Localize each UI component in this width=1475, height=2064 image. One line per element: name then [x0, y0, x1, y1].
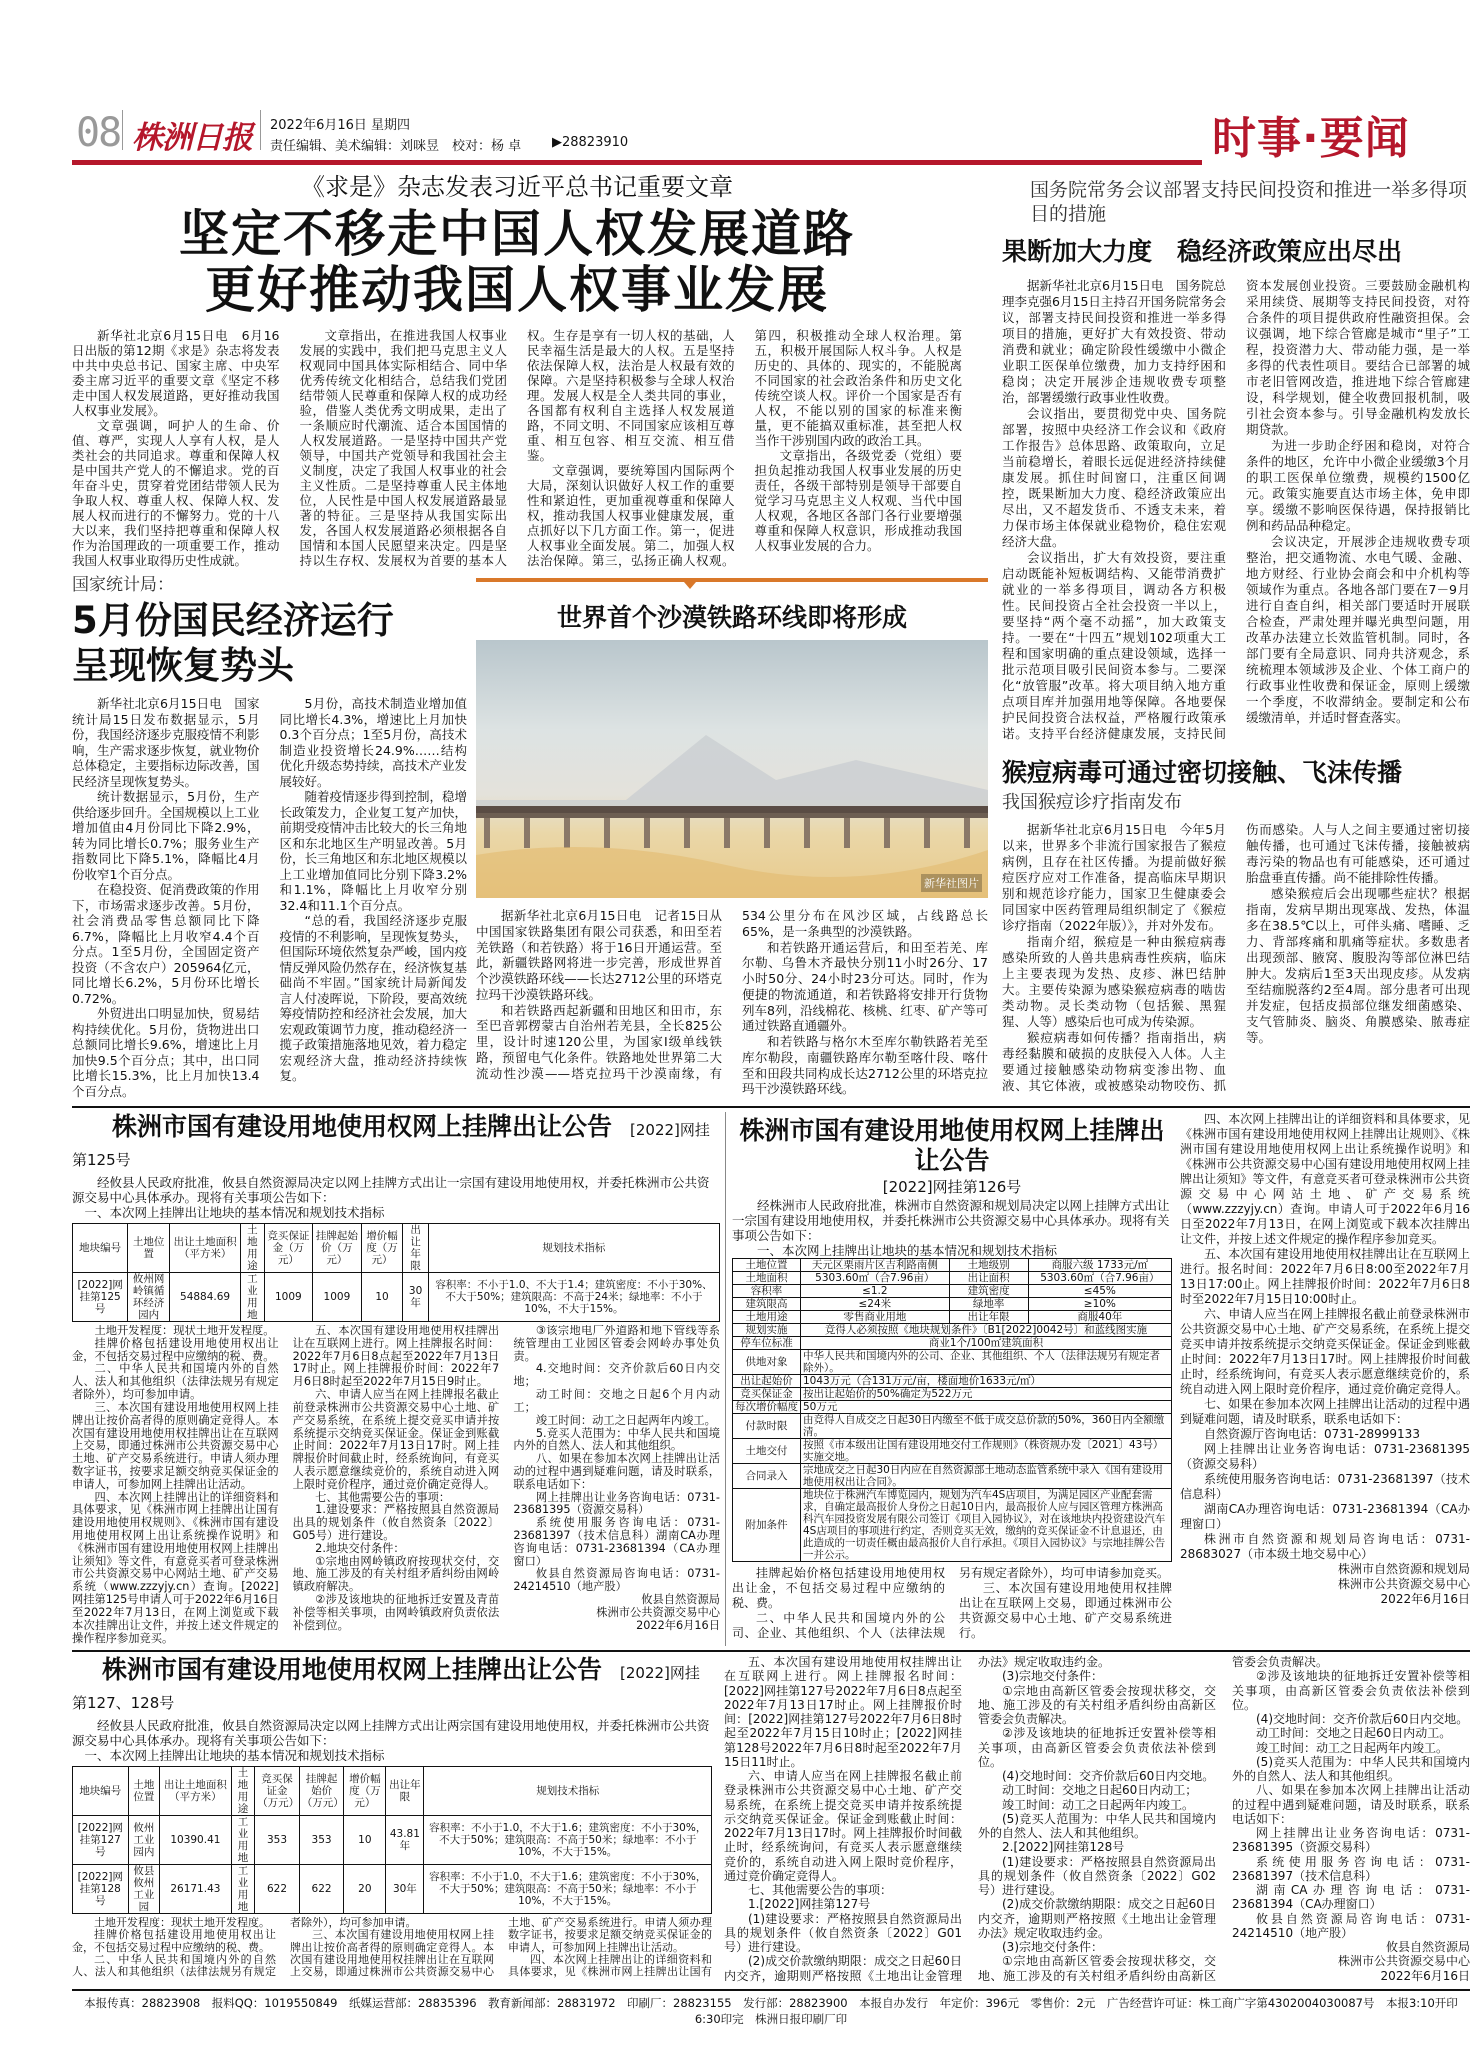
notice-section-heading: 一、本次网上挂牌出让地块的基本情况和规划技术指标	[757, 1243, 1058, 1258]
footer-rule	[72, 1989, 1470, 1991]
land-table	[72, 1766, 712, 1914]
table-header-row: 地块编号 土地位置 出让土地面积（平方米） 土地用途 竞买保证金（万元） 挂牌起始价（万元） 增价幅度（万元） 出让年限 规划技术指标	[73, 1767, 712, 1816]
notice-date: 2022年6月16日	[1380, 1592, 1470, 1606]
stats-headline-1: 5月份国民经济运行	[72, 599, 394, 642]
notice-127-main	[72, 1655, 712, 1986]
table-row: 容积率 ≤1.2 建筑密度 ≤45%	[733, 1285, 1172, 1298]
section-divider	[72, 1650, 1470, 1652]
lead-kicker: 《求是》杂志发表习近平总书记重要文章	[301, 173, 733, 201]
train	[476, 806, 988, 813]
lead-headline-1: 坚定不移走中国人权发展道路	[179, 205, 855, 263]
notice-125	[72, 1112, 720, 1646]
issue-date: 2022年6月16日 星期四	[270, 118, 411, 133]
table-row: [2022]网挂第125号 攸州网岭镇循环经济园内 54884.69 工业用地 1009 1009 10 30年 容积率：不小于1.0、不大于1.4；建筑密度：不小于30%、不大于50%；建筑限高：不高于24米；绿地率：不小于10%，不大于15%。	[73, 1273, 720, 1322]
notice-signature: 株洲市自然资源和规划局	[1337, 1562, 1470, 1576]
column-divider	[725, 1112, 726, 1646]
table-row: 停车位标准 商业1个/100㎡建筑面积	[733, 1337, 1172, 1350]
land-table	[72, 1223, 720, 1322]
mountain-shape	[476, 735, 988, 815]
masthead-separator	[122, 110, 123, 150]
notice-signature: 株洲市公共资源交易中心	[1337, 1577, 1470, 1591]
table-row: 付款时限 由竞得人自成交之日起30日内缴至不低于成交总价款的50%，360日内全额缴清。	[733, 1414, 1172, 1439]
rule-notch-icon	[684, 582, 696, 589]
table-row: 土地面积 5303.60㎡（合7.96亩） 出让面积 5303.60㎡（合7.96亩）	[733, 1272, 1172, 1285]
railway-rule	[476, 578, 988, 582]
notice-section-heading: 一、本次网上挂牌出让地块的基本情况和规划技术指标	[84, 1205, 385, 1220]
notice-intro: 经攸县人民政府批准，攸县自然资源局决定以网上挂牌方式出让一宗国有建设用地使用权，并委托株洲市公共资源交易中心具体承办。现将有关事项公告如下：	[72, 1175, 710, 1205]
notice-heading	[72, 1112, 720, 1175]
table-row: 建筑限高 ≤24米 绿地率 ≥10%	[733, 1298, 1172, 1311]
railway-article	[476, 574, 988, 1100]
council-body: 据新华社北京6月15日电 国务院总理李克强6月15日主持召开国务院常务会议，部署支持民间投资和推进一举多得项目的措施，更好扩大有效投资、带动消费和就业；确定阶段性缓缴中小微企业职工医保单位缴费，加力支持纾困和稳岗；决定开展涉企违规收费专项整治，部署缓缴行政事业性收费。 会议指出，要贯彻党中央、国务院部署，按照中央经济工作会议和《政府工作报告》总体思路、政策取向，立足当前稳增长，着眼长远促进经济持续健康发展。抓住时间窗口，注重区间调控，既果断加大力度、稳经济政策应出尽出，又不超发货币、不透支未来，着力保市场主体保就业稳物价，稳住宏观经济大盘。 会议指出，扩大有效投资，要注重启动既能补短板调结构、又能带消费扩就业的一举多得项目，调动各方积极性。民间投资占全社会投资一半以上，要坚持“两个毫不动摇”，加大政策支持。一要在“十四五”规划102项重大工程和国家明确的重点建设领域，选择一批示范项目吸引民间资本参与。二要深化“放管服”改革。将大项目纳入地方重点项目库并加强用地等保障。各地要保护民间投资合法权益，严格履行政策承诺。支持平台经济健康发展，支持民间资本发展创业投资。三要鼓励金融机构采用续贷、展期等支持民间投资，对符合条件的项目提供政府性融资担保。会议强调，地下综合管廊是城市“里子”工程，投资潜力大、带动能力强，是一举多得的代表性项目。要结合已部署的城市老旧管网改造，推进地下综合管廊建设，科学规划，健全收费回报机制，吸引社会资本参与。引导金融机构发放长期贷款。 为进一步助企纾困和稳岗，对符合条件的地区，允许中小微企业缓缴3个月的职工医保单位缴费，规模约1500亿元。政策实施要直达市场主体，免申即享。缓缴不影响医保待遇，保持报销比例和药品品种稳定。 会议决定，开展涉企违规收费专项整治，把交通物流、水电气暖、金融、地方财经、行业协会商会和中介机构等领域作为重点。各地各部门要在7－9月进行自查自纠，相关部门要适时开展联合检查，严肃处理并曝光典型问题，用改革办法建立长效监管机制。同时，各部门要有全局意识、同舟共济观念，系统梳理本领域涉及企业、个体工商户的行政事业性收费和保证金，原则上缓缴一个季度，不收滞纳金。要制定和公布缓缴清单，并适时督查落实。	[1002, 278, 1470, 741]
table-row: 合同录入 宗地成交之日起30日内应在自然资源部土地动态监管系统中录入《国有建设用地使用权出让合同》。	[733, 1464, 1172, 1489]
monkeypox-article	[1002, 758, 1470, 1102]
section-name: 时事·要闻	[1212, 113, 1410, 164]
stats-body: 新华社北京6月15日电 国家统计局15日发布数据显示，5月份，我国经济逐步克服疫情不利影响，生产需求逐步恢复，就业物价总体稳定，主要指标边际改善，国民经济呈现恢复势头。 统计数据显示，5月份，生产供给逐步回升。全国规模以上工业增加值由4月份同比下降2.9%，转为同比增长0.7%；服务业生产指数同比下降5.1%，降幅比4月份收窄1个百分点。 在稳投资、促消费政策的作用下，市场需求逐步改善。5月份，社会消费品零售总额同比下降6.7%，降幅比上月收窄4.4个百分点。1至5月份，全国固定资产投资（不含农户）205964亿元，同比增长6.2%，5月份环比增长0.72%。 外贸进出口明显加快，贸易结构持续优化。5月份，货物进出口总额同比增长9.6%，增速比上月加快9.5个百分点；其中，出口同比增长15.3%，比上月加快13.4个百分点。 5月份，高技术制造业增加值同比增长4.3%，增速比上月加快0.3个百分点；1至5月份，高技术制造业投资增长24.9%……结构优化升级态势持续，高技术产业发展较好。 随着疫情逐步得到控制，稳增长政策发力，企业复工复产加快，前期受疫情冲击比较大的长三角地区和东北地区生产明显改善。5月份，长三角地区和东北地区规模以上工业增加值同比分别下降3.2%和1.1%，降幅比上月收窄分别32.4和11.1个百分点。 “总的看，我国经济逐步克服疫情的不利影响，呈现恢复势头，但国际环境依然复杂严峻，国内疫情反弹风险仍然存在，经济恢复基础尚不牢固。”国家统计局新闻发言人付凌晖说，下阶段，要高效统筹疫情防控和经济社会发展，加大宏观政策调节力度，推动稳经济一揽子政策措施落地见效，着力稳定宏观经济大盘，推动经济持续恢复。	[72, 696, 467, 1099]
masthead-rule	[72, 160, 1202, 165]
page-number: 08	[76, 110, 121, 156]
masthead-separator	[260, 110, 261, 150]
notice-signature: 株洲市公共资源交易中心	[1337, 1954, 1470, 1969]
table-header-row: 地块编号 土地位置 出让土地面积（平方米） 土地用途 竞买保证金（万元） 挂牌起始价（万元） 增价幅度（万元） 出让年限 规划技术指标	[73, 1224, 720, 1273]
monkeypox-headline: 猴痘病毒可通过密切接触、飞沫传播	[1002, 758, 1403, 787]
notice-signature: 攸县自然资源局	[1385, 1940, 1470, 1954]
sand-dune	[476, 847, 988, 898]
notice-number: [2022]网挂第127、128号	[72, 1664, 700, 1712]
land-grid-table	[732, 1258, 1172, 1562]
photo-credit: 新华社图片	[921, 874, 982, 892]
section-divider	[72, 1106, 1470, 1108]
council-kicker: 国务院常务会议部署支持民间投资和推进一举多得项目的措施	[1030, 179, 1468, 225]
notice-heading	[72, 1655, 712, 1718]
notice-section-heading: 一、本次网上挂牌出让地块的基本情况和规划技术指标	[84, 1748, 385, 1763]
table-row: 规划实施 竞得人必须按照《地块规划条件》〔B1[2022]0042号〕和蓝线图实施	[733, 1324, 1172, 1337]
notice-title: 株洲市国有建设用地使用权网上挂牌出让公告	[102, 1655, 603, 1684]
notice-126-main	[732, 1112, 1172, 1646]
notice-126	[732, 1112, 1472, 1646]
editors-line: 责任编辑、美术编辑：刘咪昱 校对：杨 卓	[270, 139, 522, 154]
notice-body: 挂牌起始价格包括建设用地使用权出让金，不包括交易过程中应缴纳的税、费。 二、中华人民共和国境内外的公司、企业、其他组织、个人（法律法规另有规定者除外），均可申请参加竞买。 三、本次国有建设用地使用权挂牌出让在互联网上交易，即通过株洲市公共资源交易中心土地、矿产交易系统进行。	[732, 1566, 1172, 1640]
railway-body: 据新华社北京6月15日电 记者15日从中国国家铁路集团有限公司获悉，和田至若羌铁路（和若铁路）将于16日开通运营。至此，新疆铁路网将进一步完善，形成世界首个沙漠铁路环线——长达2712公里的环塔克拉玛干沙漠铁路环线。 和若铁路西起新疆和田地区和田市，东至巴音郭楞蒙古自治州若羌县，全长825公里，设计时速120公里，为国家Ⅰ级单线铁路，预留电气化条件。铁路地处世界第二大流动性沙漠——塔克拉玛干沙漠南缘，有534公里分布在风沙区域，占线路总长65%，是一条典型的沙漠铁路。 和若铁路开通运营后，和田至若羌、库尔勒、乌鲁木齐最快分别11小时26分、17小时50分、24小时23分可达。同时，作为便捷的物流通道，和若铁路将安排开行货物列车8列，沿线棉花、核桃、红枣、矿产等可通过铁路直通疆外。 和若铁路与格尔木至库尔勒铁路若羌至库尔勒段，南疆铁路库尔勒至喀什段、喀什至和田段共同构成长达2712公里的环塔克拉玛干沙漠铁路环线。	[476, 908, 988, 1097]
notice-title: 株洲市国有建设用地使用权网上挂牌出让公告	[739, 1116, 1165, 1175]
table-row: [2022]网挂第127号 攸州工业园内 10390.41 工业用地 353 353 10 43.81年 容积率：不小于1.0，不大于1.6；建筑密度：不小于30%，不大于50%；建筑限高：不高于50米；绿地率：不小于10%，不大于15%。	[73, 1816, 712, 1865]
notice-signature: 株洲市公共资源交易中心	[596, 1605, 720, 1619]
table-row: [2022]网挂第128号 攸县攸州工业园 26171.43 工业用地 622 622 20 30年 容积率：不小于1.0，不大于1.6；建筑密度：不小于30%，不大于50%；建筑限高：不高于50米；绿地率：不小于10%，不大于15%。	[73, 1865, 712, 1914]
table-row: 每次增价幅度 50万元	[733, 1401, 1172, 1414]
notice-signature: 攸县自然资源局	[641, 1593, 720, 1607]
lead-article	[72, 172, 962, 568]
railway-headline: 世界首个沙漠铁路环线即将形成	[556, 603, 907, 632]
notice-127-128	[72, 1655, 1470, 1986]
stats-article	[72, 574, 467, 1100]
notice-126-side-column: 四、本次网上挂牌出让的详细资料和具体要求，见《株洲市国有建设用地使用权网上挂牌出让规则》、《株洲市国有建设用地使用权网上出让系统操作说明》和《株洲市公共资源交易中心国有建设用地使用权网上挂牌出让须知》等文件，有意竞买者可登录株洲市公共资源交易中心网站土地、矿产交易系统（www.zzzyjy.cn）查询。申请人可于2022年6月16日至2022年7月13日，在网上浏览或下载本次挂牌出让文件，并按上述文件规定的操作程序参加竞买。 五、本次国有建设用地使用权挂牌出让在互联网上进行。报名时间：2022年7月6日8:00至2022年7月13日17:00止。网上挂牌报价时间：2022年7月6日8时至2022年7月15日10:00时止。 六、申请人应当在网上挂牌报名截止前登录株洲市公共资源交易中心土地、矿产交易系统，在系统上提交竞买申请并按系统提示交纳竞买保证金。保证金到账截止时间：2022年7月13日17时。网上挂牌报价时间截止时，经系统询问，有竞买人表示愿意继续竞价的，系统自动进入网上限时竞价程序，通过竞价确定竞得人。 七、如果在参加本次网上挂牌出让活动的过程中遇到疑难问题，请及时联系，联系电话如下： 自然资源厅咨询电话：0731-28999133 网上挂牌出让业务咨询电话：0731-23681395（资源交易科） 系统使用服务咨询电话：0731-23681397（技术信息科） 湖南CA办理咨询电话：0731-23681394（CA办理窗口） 株洲市自然资源和规划局咨询电话：0731-28683027（市本级土地交易中心） 株洲市自然资源和规划局 株洲市公共资源交易中心 2022年6月16日	[1180, 1112, 1470, 1606]
notice-intro: 经攸县人民政府批准，攸县自然资源局决定以网上挂牌方式出让两宗国有建设用地使用权，并委托株洲市公共资源交易中心具体承办。现将有关事项公告如下：	[72, 1718, 710, 1748]
notice-127-right-columns: 五、本次国有建设用地使用权挂牌出让在互联网上进行。网上挂牌报名时间：[2022]网挂第127号2022年7月6日8点起至2022年7月13日17时止。网上挂牌报价时间：[2022]网挂第127号2022年7月6日8时起至2022年7月15日10时止；[2022]网挂第128号2022年7月6日8时起至2022年7月15日11时止。 六、申请人应当在网上挂牌报名截止前登录株洲市公共资源交易中心土地、矿产交易系统，在系统上提交竞买申请并按系统提示交纳竞买保证金。保证金到账截止时间：2022年7月13日17时。网上挂牌报价时间截止时，经系统询问，有竞买人表示愿意继续竞价的，系统自动进入网上限时竞价程序，通过竞价确定竞得人。 七、其他需要公告的事项： 1.[2022]网挂第127号 (1)建设要求：严格按照县自然资源局出具的规划条件（攸自然资条〔2022〕G01号）进行建设。 (2)成交价款缴纳期限：成交之日起60日内交齐，逾期则严格按照《土地出让金管理办法》规定收取违约金。 (3)宗地交付条件： ①宗地由高新区管委会按现状移交，交地、施工涉及的有关村组矛盾纠纷由高新区管委会负责解决。 ②涉及该地块的征地拆迁安置补偿等相关事项，由高新区管委会负责依法补偿到位。 (4)交地时间：交齐价款后60日内交地。 动工时间：交地之日起60日内动工； 竣工时间：动工之日起两年内竣工。 (5)竞买人范围为：中华人民共和国境内外的自然人、法人和其他组织。 2.[2022]网挂第128号 (1)建设要求：严格按照县自然资源局出具的规划条件（攸自然资条〔2022〕G02号）进行建设。 (2)成交价款缴纳期限：成交之日起60日内交齐，逾期则严格按照《土地出让金管理办法》规定收取违约金。 (3)宗地交付条件： ①宗地由高新区管委会按现状移交，交地、施工涉及的有关村组矛盾纠纷由高新区管委会负责解决。 ②涉及该地块的征地拆迁安置补偿等相关事项，由高新区管委会负责依法补偿到位。 (4)交地时间：交齐价款后60日内交地。 动工时间：交地之日起60日内动工。 竣工时间：动工之日起两年内竣工。 (5)竞买人范围为：中华人民共和国境内外的自然人、法人和其他组织。 八、如果在参加本次网上挂牌出让活动的过程中遇到疑难问题，请及时联系，联系电话如下： 网上挂牌出让业务咨询电话：0731-23681395（资源交易科） 系统使用服务咨询电话：0731-23681397（技术信息科） 湖南CA办理咨询电话：0731-23681394（CA办理窗口） 攸县自然资源局咨询电话：0731-24214510（地产股） 攸县自然资源局 株洲市公共资源交易中心 2022年6月16日	[724, 1655, 1470, 1983]
lead-headline-2: 更好推动我国人权事业发展	[205, 261, 829, 319]
railway-photo	[476, 640, 988, 898]
desert-railway-bridge-image	[476, 640, 988, 898]
council-article	[1002, 178, 1470, 750]
notice-body: 土地开发程度：现状土地开发程度。 挂牌价格包括建设用地使用权出让金，不包括交易过程中应缴纳的税、费。 二、中华人民共和国境内外的自然人、法人和其他组织（法律法规另有规定者除外），均可参加申请。 三、本次国有建设用地使用权网上挂牌出让按价高者得的原则确定竞得人。本次国有建设用地使用权挂牌出让在互联网上交易，即通过株洲市公共资源交易中心土地、矿产交易系统进行。申请人须办理数字证书，按要求足额交纳竞买保证金的申请人，可参加网上挂牌出让活动。 四、本次网上挂牌出让的详细资料和具体要求，见《株洲市网上挂牌出让国有建设用地使用权规则》、《株洲市国有建设用地使用权网上出让系统操作说明》和《株洲市国有建设用地使用权网上挂牌出让须知》等文件，有意竞买者可登录株洲市公共资源交易中心网站土地、矿产交易系统（www.zzzyjy.cn）查询。[2022]网挂第125号申请人可于2022年6月16日至2022年7月13日，在网上浏览或下载本次挂牌出让文件，并按上述文件规定的操作程序参加竞买。 五、本次国有建设用地使用权挂牌出让在互联网上进行。网上挂牌报名时间：2022年7月6日8点起至2022年7月13日17时止。网上挂牌报价时间：2022年7月6日8时起至2022年7月15日9时止。 六、申请人应当在网上挂牌报名截止前登录株洲市公共资源交易中心土地、矿产交易系统，在系统上提交竞买申请并按系统提示交纳竞买保证金。保证金到账截止时间：2022年7月13日17时。网上挂牌报价时间截止时，经系统询问，有竞买人表示愿意继续竞价的，系统自动进入网上限时竞价程序，通过竞价确定竞得人。 七、其他需要公告的事项： 1.建设要求：严格按照县自然资源局出具的规划条件（攸自然资条〔2022〕G05号）进行建设。 2.地块交付条件： ①宗地由网岭镇政府按现状交付，交地、施工涉及的有关村组矛盾纠纷由网岭镇政府解决。 ②涉及该地块的征地拆迁安置及青苗补偿等相关事项，由网岭镇政府负责依法补偿到位。 ③该宗地电厂外道路和地下管线等系统管理由工业园区管委会网岭办事处负责。 4.交地时间：交齐价款后60日内交地； 动工时间：交地之日起6个月内动工； 竣工时间：动工之日起两年内竣工。 5.竞买人范围为：中华人民共和国境内外的自然人、法人和其他组织。 八、如果在参加本次网上挂牌出让活动的过程中遇到疑难问题，请及时联系，联系电话如下： 网上挂牌出让业务咨询电话：0731-23681395（资源交易科） 系统使用服务咨询电话：0731-23681397（技术信息科）湖南CA办理咨询电话：0731-23681394（CA办理窗口） 攸县自然资源局咨询电话：0731-24214510（地产股） 攸县自然资源局 株洲市公共资源交易中心 2022年6月16日	[72, 1325, 720, 1645]
notice-date: 2022年6月16日	[1380, 1968, 1470, 1983]
notice-title: 株洲市国有建设用地使用权网上挂牌出让公告	[112, 1112, 613, 1141]
notice-date: 2022年6月16日	[636, 1618, 720, 1632]
lead-body: 新华社北京6月15日电 6月16日出版的第12期《求是》杂志将发表中共中央总书记、国家主席、中央军委主席习近平的重要文章《坚定不移走中国人权发展道路，更好推动我国人权事业发展》。 文章强调，呵护人的生命、价值、尊严，实现人人享有人权，是人类社会的共同追求。尊重和保障人权是中国共产党人的不懈追求。党的百年奋斗史，贯穿着党团结带领人民为争取人权、尊重人权、保障人权、发展人权而进行的不懈努力。党的十八大以来，我们坚持把尊重和保障人权作为治国理政的一项重要工作，推动我国人权事业取得历史性成就。 文章指出，在推进我国人权事业发展的实践中，我们把马克思主义人权观同中国具体实际相结合、同中华优秀传统文化相结合，总结我们党团结带领人民尊重和保障人权的成功经验，借鉴人类优秀文明成果，走出了一条顺应时代潮流、适合本国国情的人权发展道路。一是坚持中国共产党领导，中国共产党领导和我国社会主义制度，决定了我国人权事业的社会主义性质。二是坚持尊重人民主体地位，人民性是中国人权发展道路最显著的特征。三是坚持从我国实际出发，各国人权发展道路必须根据各自国情和本国人民愿望来决定。四是坚持以生存权、发展权为首要的基本人权。生存是享有一切人权的基础，人民幸福生活是最大的人权。五是坚持依法保障人权，法治是人权最有效的保障。六是坚持积极参与全球人权治理。发展人权是全人类共同的事业，各国都有权利自主选择人权发展道路，不同文明、不同国家应该相互尊重、相互包容、相互交流、相互借鉴。 文章强调，要统筹国内国际两个大局，深刻认识做好人权工作的重要性和紧迫性，更加重视尊重和保障人权，推动我国人权事业健康发展，重点抓好以下几方面工作。第一，促进人权事业全面发展。第二，加强人权法治保障。第三，弘扬正确人权观。第四，积极推动全球人权治理。第五，积极开展国际人权斗争。人权是历史的、具体的、现实的，不能脱离不同国家的社会政治条件和历史文化传统空谈人权。评价一个国家是否有人权，不能以别的国家的标准来衡量，更不能搞双重标准，甚至把人权当作干涉别国内政的政治工具。 文章指出，各级党委（党组）要担负起推动我国人权事业发展的历史责任，各级干部特别是领导干部要自觉学习马克思主义人权观、当代中国人权观，各地区各部门各行业要增强尊重和保障人权意识，形成推动我国人权事业发展的合力。	[72, 328, 962, 568]
stats-kicker: 国家统计局：	[72, 575, 174, 595]
table-row: 土地位置 天元区栗雨片区吉利路南侧 土地级别 商服六级 1733元/㎡	[733, 1259, 1172, 1272]
table-row: 出让起始价 1043万元（合131万元/亩，楼面地价1633元/㎡）	[733, 1375, 1172, 1388]
notice-number: [2022]网挂第126号	[882, 1178, 1022, 1196]
footer-info: 本报传真：28823908 报料QQ：1019550849 纸媒运营部：28835396 教育新闻部：28831972 印刷厂：28823155 发行部：28823900 本报自办发行 年定价：396元 零售价：2元 广告经营许可证：株工商广字第4302004030087号 本报3:10开印6:30印完 株洲日报印刷厂印	[84, 1996, 1458, 2026]
newspaper-logo: 株洲日报	[132, 120, 252, 156]
table-row: 土地用途 零售商业用地 出让年限 商服40年	[733, 1311, 1172, 1324]
council-headline: 果断加大力度 稳经济政策应出尽出	[1002, 237, 1403, 266]
monkeypox-subhead: 我国猴痘诊疗指南发布	[1002, 792, 1182, 813]
stats-headline-2: 呈现恢复势头	[72, 644, 294, 687]
table-row: 土地交付 按照《市本级出让国有建设用地交付工作规则》（株资规办发〔2021〕43号）实施交地。	[733, 1439, 1172, 1464]
bridge-piers	[484, 818, 970, 848]
notice-number: [2022]网挂第125号	[72, 1121, 710, 1169]
masthead	[72, 108, 1472, 168]
table-row: 供地对象 中华人民共和国境内外的公司、企业、其他组织、个人（法律法规另有规定者除外）。	[733, 1350, 1172, 1375]
table-row: 竞买保证金 按出让起始价的50%确定为522万元	[733, 1388, 1172, 1401]
notice-intro: 经株洲市人民政府批准，株洲市自然资源和规划局决定以网上挂牌方式出让一宗国有建设用地使用权，并委托株洲市公共资源交易中心具体承办。现将有关事项公告如下：	[732, 1198, 1170, 1243]
monkeypox-body: 据新华社北京6月15日电 今年5月以来，世界多个非流行国家报告了猴痘病例，且存在社区传播。为提前做好猴痘医疗应对工作准备，提高临床早期识别和规范诊疗能力，国家卫生健康委会同国家中医药管理局组织制定了《猴痘诊疗指南（2022年版）》，并对外发布。 指南介绍，猴痘是一种由猴痘病毒感染所致的人兽共患病毒性疾病，临床上主要表现为发热、皮疹、淋巴结肿大。主要传染源为感染猴痘病毒的啮齿类动物。灵长类动物（包括猴、黑猩猩、人等）感染后也可成为传染源。 猴痘病毒如何传播？指南指出，病毒经黏膜和破损的皮肤侵入人体。人主要通过接触感染动物病变渗出物、血液、其它体液，或被感染动物咬伤、抓伤而感染。人与人之间主要通过密切接触传播，也可通过飞沫传播，接触被病毒污染的物品也有可能感染，还可通过胎盘垂直传播。尚不能排除性传播。 感染猴痘后会出现哪些症状？根据指南，发病早期出现寒战、发热，体温多在38.5℃以上，可伴头痛、嗜睡、乏力、背部疼痛和肌痛等症状。多数患者出现颈部、腋窝、腹股沟等部位淋巴结肿大。发病后1至3天出现皮疹。从发病至结痂脱落约2至4周。部分患者可出现并发症，包括皮损部位继发细菌感染、支气管肺炎、脑炎、角膜感染、脓毒症等。	[1002, 822, 1470, 1093]
notice-body: 土地开发程度：现状土地开发程度。 挂牌价格包括建设用地使用权出让金，不包括交易过程中应缴纳的税、费。 二、中华人民共和国境内外的自然人、法人和其他组织（法律法规另有规定者除外），均可参加申请。 三、本次国有建设用地使用权网上挂牌出让按价高者得的原则确定竞得人。本次国有建设用地使用权挂牌出让在互联网上交易，即通过株洲市公共资源交易中心土地、矿产交易系统进行。申请人须办理数字证书，按要求足额交纳竞买保证金的申请人，可参加网上挂牌出让活动。 四、本次网上挂牌出让的详细资料和具体要求，见《株洲市网上挂牌出让国有	[72, 1917, 712, 1978]
table-row: 附加条件 地块位于株洲汽车博览园内，规划为汽车4S店项目，为满足园区产业配套需求，自确定最高报价人身份之日起10日内，最高报价人应与园区管理方株洲高科汽车园投资发展有限公司签订《项目入园协议》，对在该地块内投资建设汽车4S店项目的事项进行约定，否则竞买无效，缴纳的竞买保证金不计息退还，由此造成的一切责任概由最高报价人自行承担。《项目入园协议》与宗地挂牌公告一并公示。	[733, 1489, 1172, 1562]
hotline: ▶28823910	[552, 135, 629, 150]
